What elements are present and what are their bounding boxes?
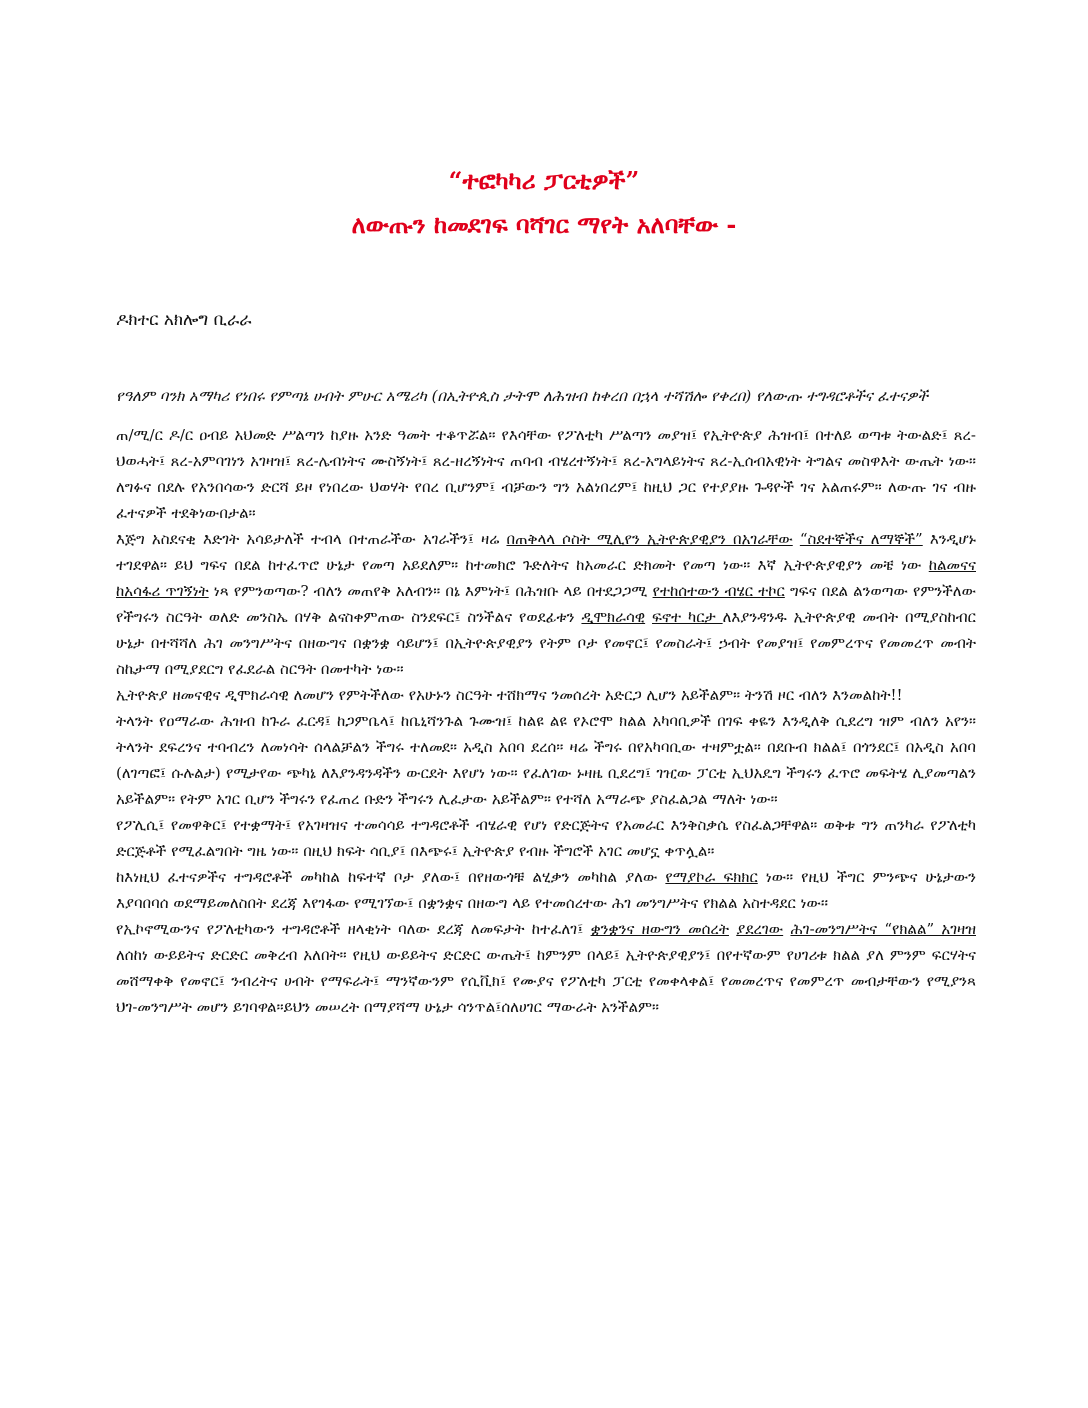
paragraph-6-text: ከእነዚህ ፈተናዎችና ተግዳሮቶች መካከል ከፍተኛ ቦታ ያለው፤ በየዘውጎቹ ልሂቃን መካከል ያለው (116, 868, 666, 886)
title-line-2: ለውጡን ከመደገፍ ባሻገር ማየት አለባቸው - (351, 210, 737, 239)
paragraph-2-text: እንዲሆኑ ተገደዋል። ይህ ግፍና በደል ከተፈጥሮ ሁኔታ የመጣ አይደለም። ከተመክሮ ጉድለትና ከአመራር ድክመት የመጣ ነው። እኛ ኢትዮጵያዊያን መቼ ነው (116, 530, 976, 574)
paragraph-7-text: ለሰከነ ውይይትና ድርድር መቅረብ አለበት። የዚህ ውይይትና ድርድር ውጤት፤ ከምንም በላይ፤ ኢትዮጵያዊያን፤ በየተኛውም የሀገሪቱ ክልል ያለ ምንም ፍርሃትና መሸማቀቅ የመኖር፤ ንብረትና ሀብት የማፍራት፤ ማንኛውንም የሲቪክ፤ የሙያና የፖለቲካ ፓርቲ የመቀላቀል፤ የመመረጥና የመምረጥ መብታቸውን የሚያንጻ ህገ-መንግሥት መሆን ይገባዋል።ይህን መሠረት በማያሻማ ሁኔታ ሳንጥል፤ሰለሀገር ማውራት አንችልም። (116, 946, 976, 1016)
subtitle: የዓለም ባንክ አማካሪ የነበሩ የምጣኔ ሀብት ምሁር አሜሪካ (በኢትዮጲስ ታትሞ ለሕዝብ ከቀረበ በኋላ ተሻሽሎ የቀረበ) የለውጡ ተግዳሮቶችና ፈተናዎች (116, 387, 928, 405)
paragraph-2-text: ለእያንዳንዱ ኢትዮጵያዊ መብት በሚያስከብር ሁኔታ በተሻሻለ ሕገ መንግሥትና በዘውግና በቋንቋ ሳይሆን፤ በኢትዮጵያዊያን የትም ቦታ የመኖር፤ የመስራት፤ ኃብት የመያዝ፤ የመምረጥና የመመረጥ መብት ስኬታማ በሚያደርግ የፈደራል ስርዓት በመተካት ነው። (116, 608, 976, 678)
underlined-phrase: የማያኮራ ፍክክር (665, 868, 758, 886)
paragraph-2-text: ግፍና በደል ልንወጣው የምንችለው የችግሩን ስርዓት ወለድ መንስኤ በሃቅ ልናስቀምጠው ስንደፍር፤ ስንችልና የወደፊቱን (116, 582, 977, 626)
underlined-phrase: ከልመናና ከአሳፋሪ ጥገኝነት (116, 556, 976, 600)
underlined-phrase: ሕገ-መንግሥትና “የክልል” አገዛዝ (790, 920, 976, 938)
paragraph-2-text: እጅግ አስደናቂ እድገት አሳይታለች ተብላ በተጠራችው አገራችን፤ ዛሬ (116, 530, 507, 548)
paragraph-6 (116, 864, 976, 916)
author-name: ዶክተር አክሎግ ቢራራ (116, 310, 252, 330)
paragraph-1: ጠ/ሚ/ር ዶ/ር ዐብይ አህመድ ሥልጣን ከያዙ አንድ ዓመት ተቆጥሯል። የእሳቸው የፖለቲካ ሥልጣን መያዝ፤ የኢትዮጵያ ሕዝብ፤ በተለይ ወጣቱ ትውልድ፤ ጸረ-ህወሓት፤ ጸረ-አምባገነን አገዛዝ፤ ጸረ-ሌብነትና ሙስኝነት፤ ጸረ-ዘረኝነትና ጠባብ ብሄረተኝነት፤ ጸረ-አግላይነትና ጸረ-ኢሰብአዊነት ትግልና መስዋእት ውጤት ነው። ለግፉና በደሉ የአንበሳውን ድርሻ ይዞ የነበረው ህወሃት የበረ ቢሆንም፤ ብቻውን ግን አልነበረም፤ ከዚህ ጋር የተያያዙ ጉዳዮች ገና አልጠሩም። ለውጡ ገና ብዙ ፈተናዎች ተደቅነውበታል። (116, 426, 976, 522)
paragraph-7-text: የኢኮኖሚውንና የፖለቲካውን ተግዳሮቶች ዘላቂነት ባለው ደረጃ ለመፍታት ከተፈለገ፤ (116, 920, 591, 938)
paragraph-2 (116, 526, 976, 682)
title-line-1: “ተፎካካሪ ፓርቲዎች” (448, 166, 640, 195)
underlined-phrase: ፍኖተ ካርታ (652, 608, 723, 626)
paragraph-3: ኢትዮጵያ ዘመናዊና ዲሞክራሳዊ ለመሆን የምትችለው የአሁኑን ስርዓት ተሸክማና ንመሰረት አድርጋ ሊሆን አይችልም። ትንሽ ዞር ብለን እንመልከት!! (116, 686, 903, 704)
underlined-phrase: ቋንቋንና ዘውግን መሰረት (590, 920, 729, 938)
paragraph-2-text: ነጻ የምንወጣው? ብለን መጠየቅ አለብን። በኔ እምነት፤ በሕዝቡ ላይ በተደጋጋሚ (208, 582, 653, 600)
underlined-phrase: ያደረገው (736, 920, 784, 938)
paragraph-4: ትላንት የዐማራው ሕዝብ ከጉራ ፈርዳ፤ ከጋምቤላ፤ ከቤኒሻንጉል ጉሙዝ፤ ከልዩ ልዩ የኦሮሞ ክልል አካባቢዎች በገፍ ቀዬን እንዲለቅ ሲደረግ ዝም ብለን አየን። ትላንት ደፍረንና ተባብረን ለመነሳት ሰላልቻልን ችግሩ ተለመደ። አዲስ አበባ ደረሰ። ዛሬ ችግሩ በየአካባቢው ተዛምቷል። በደቡብ ክልል፤ በጎንደር፤ በአዲስ አበባ (ለገጣፎ፤ ሱሉልታ) የሚታየው ጭካኔ ለእያንዳንዳችን ውርደት እየሆነ ነው። የፈለገው ኑዛዜ ቢደረግ፤ ገዢው ፓርቲ ኢህአዴግ ችግሩን ፈጥሮ መፍትሄ ሊያመጣልን አይችልም። የትም አገር ቢሆን ችግሩን የፈጠረ ቡድን ችግሩን ሊፈታው አይችልም። የተሻለ አማራጭ ያስፈልጋል ማለት ነው። (116, 712, 976, 808)
underlined-phrase: ዲሞክራሳዊ (581, 608, 646, 626)
paragraph-5: የፖሊሲ፤ የመዋቅር፤ የተቋማት፤ የአገዛዝና ተመሳሳይ ተግዳሮቶች ብሄራዊ የሆነ የድርጅትና የአመራር እንቅስቃሴ የስፈልጋቸዋል። ወቅቱ ግን ጠንካራ የፖለቲካ ድርጅቶች የሚፈልግበት ግዜ ነው። በዚህ ክፍት ሳቢያ፤ በእጭሩ፤ ኢትዮጵያ የብዙ ችግሮች አገር መሆኗ ቀጥሏል። (116, 816, 976, 860)
underlined-phrase: የተከሰተውን ብሄር ተኮር (652, 582, 785, 600)
paragraph-7 (116, 916, 976, 1020)
paragraph-2-text (645, 608, 652, 626)
article-body (116, 422, 976, 1020)
paragraph-6-text: ነው። የዚህ ችግር ምንጭና ሁኔታውን እያባበባሰ ወደማይመለስበት ደረጃ እየገፋው የሚገኘው፤ በቋንቋና በዘውግ ላይ የተመሰረተው ሕገ መንግሥትና የክልል አስተዳደር ነው፡፡ (116, 868, 976, 912)
underlined-phrase: በጠቅላላ ሶስት ሚሊየን ኢትዮጵያዊያን በአገራቸው (506, 530, 793, 548)
paragraph-2-text (793, 530, 800, 548)
underlined-phrase: “ስደተኞችና ለማኞች” (799, 530, 923, 548)
